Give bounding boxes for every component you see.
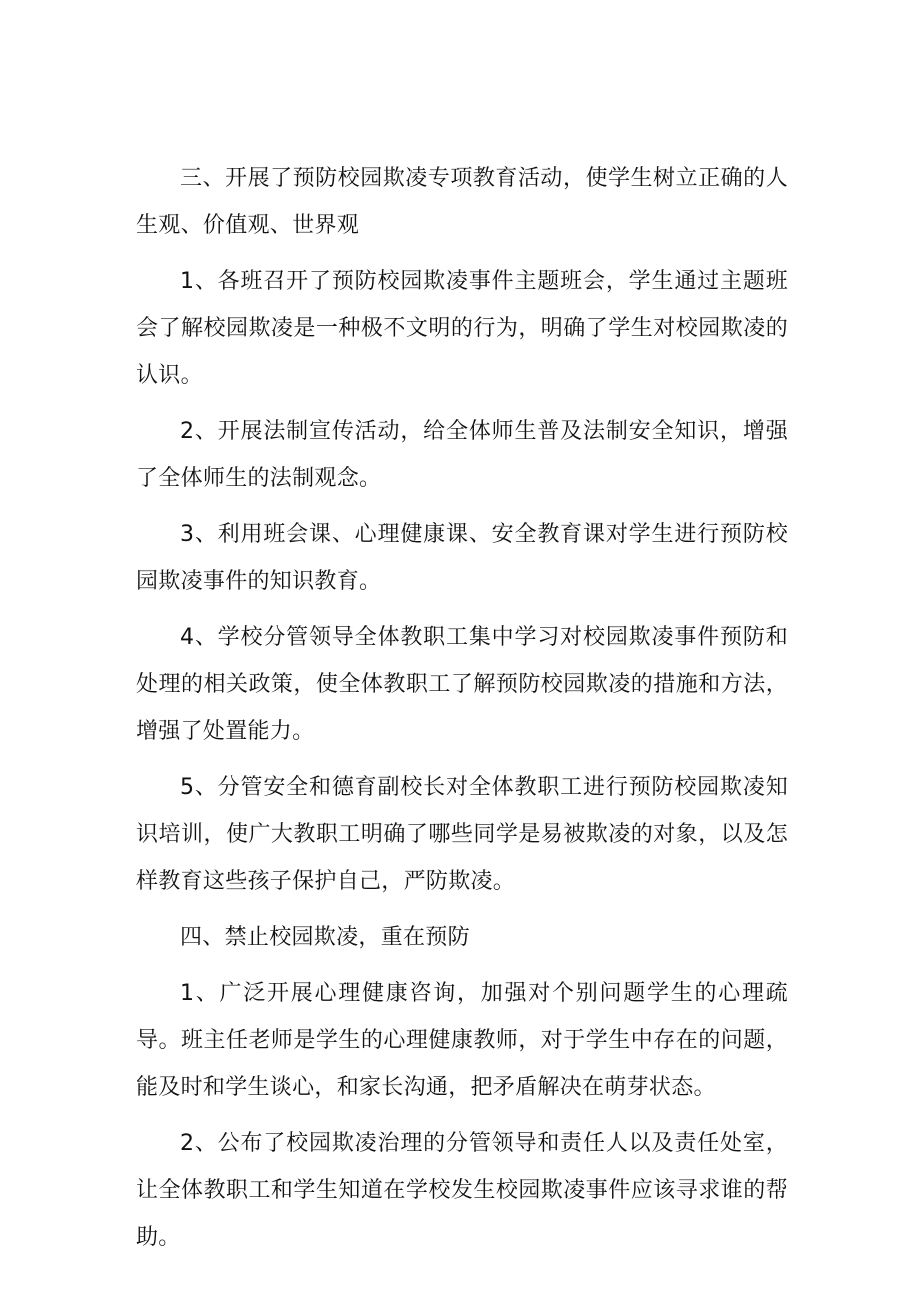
paragraph-item-4-2: 2、公布了校园欺凌治理的分管领导和责任人以及责任处室，让全体教职工和学生知道在学校发生校园欺凌事件应该寻求谁的帮助。 bbox=[136, 1131, 788, 1250]
paragraph-item-1: 1、各班召开了预防校园欺凌事件主题班会，学生通过主题班会了解校园欺凌是一种极不文明的行为，明确了学生对校园欺凌的认识。 bbox=[136, 269, 788, 388]
paragraph-item-4-1: 1、广泛开展心理健康咨询，加强对个别问题学生的心理疏导。班主任老师是学生的心理健康教师，对于学生中存在的问题，能及时和学生谈心，和家长沟通，把矛盾解决在萌芽状态。 bbox=[136, 981, 788, 1100]
section-heading-four: 四、禁止校园欺凌，重在预防 bbox=[180, 925, 470, 950]
section-heading-three: 三、开展了预防校园欺凌专项教育活动，使学生树立正确的人生观、价值观、世界观 bbox=[136, 166, 788, 238]
paragraph-item-4: 4、学校分管领导全体教职工集中学习对校园欺凌事件预防和处理的相关政策，使全体教职工了解预防校园欺凌的措施和方法，增强了处置能力。 bbox=[136, 625, 788, 744]
document-body bbox=[136, 155, 788, 1270]
paragraph-item-2: 2、开展法制宣传活动，给全体师生普及法制安全知识，增强了全体师生的法制观念。 bbox=[136, 419, 788, 491]
paragraph-item-5: 5、分管安全和德育副校长对全体教职工进行预防校园欺凌知识培训，使广大教职工明确了哪些同学是易被欺凌的对象，以及怎样教育这些孩子保护自己，严防欺凌。 bbox=[136, 775, 788, 894]
paragraph-item-3: 3、利用班会课、心理健康课、安全教育课对学生进行预防校园欺凌事件的知识教育。 bbox=[136, 522, 788, 594]
